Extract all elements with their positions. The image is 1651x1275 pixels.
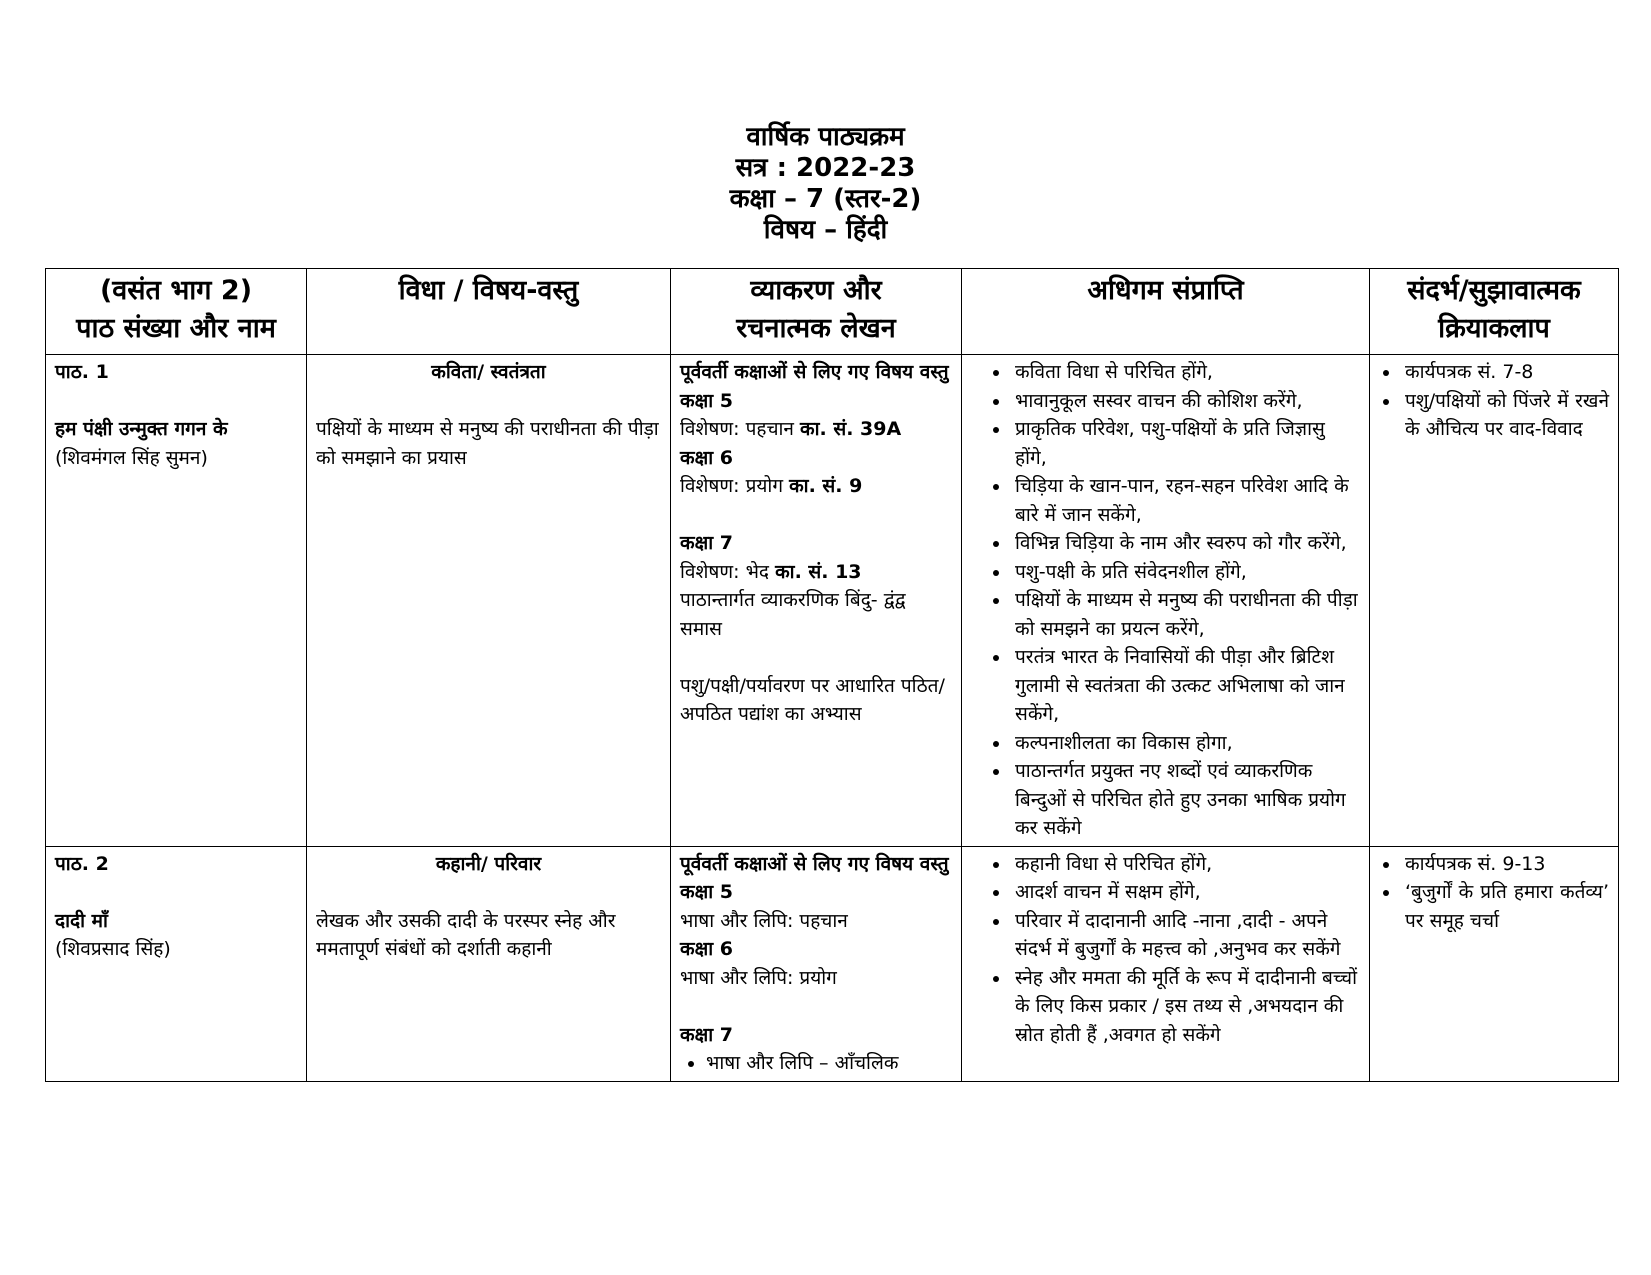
- header-activities: [1370, 269, 1619, 355]
- title-subject: विषय – हिंदी: [763, 215, 888, 245]
- header-grammar-line2: रचनात्मक लेखन: [736, 313, 896, 344]
- class7-label: कक्षा 7: [680, 532, 733, 554]
- list-item: • कार्यपत्रक सं. 9-13: [1401, 850, 1609, 879]
- list-item: • प्राकृतिक परिवेश, पशु-पक्षियों के प्रति जिज्ञासु होंगे,: [1011, 415, 1360, 472]
- outcomes-cell: [962, 355, 1370, 847]
- list-item: • भावानुकूल सस्वर वाचन की कोशिश करेंगे,: [1011, 387, 1360, 416]
- lesson-author: (शिवमंगल सिंह सुमन): [55, 446, 208, 469]
- genre-title: कहानी/ परिवार: [435, 852, 542, 875]
- grammar-cell: [671, 355, 962, 847]
- lesson-cell: [46, 355, 307, 847]
- grammar-cell: [671, 846, 962, 1081]
- list-item: • पशु/पक्षियों को पिंजरे में रखने के औचित्य पर वाद-विवाद: [1401, 387, 1609, 444]
- list-item: • परिवार में दादानानी आदि -नाना ,दादी - अपने संदर्भ में बुजुर्गों के महत्त्व को ,अनुभव कर सकेंगे: [1011, 907, 1360, 964]
- list-item: • आदर्श वाचन में सक्षम होंगे,: [1011, 878, 1360, 907]
- lesson-number: पाठ. 2: [55, 852, 109, 875]
- lesson-name: हम पंक्षी उन्मुक्त गगन के: [55, 418, 228, 440]
- header-genre: विधा / विषय-वस्तु: [307, 269, 671, 355]
- header-lesson: [46, 269, 307, 355]
- activities-list: [1379, 850, 1609, 936]
- list-item: • कार्यपत्रक सं. 7-8: [1401, 358, 1609, 387]
- activities-list: [1379, 358, 1609, 444]
- syllabus-table: [45, 268, 1619, 1082]
- list-item: • परतंत्र भारत के निवासियों की पीड़ा और ब्रिटिश गुलामी से स्वतंत्रता की उत्कट अभिलाषा को जान सकेंगे,: [1011, 643, 1360, 729]
- class6-label: कक्षा 6: [680, 446, 733, 469]
- table-row: [46, 355, 1619, 847]
- class5-topic: भाषा और लिपि: पहचान: [680, 909, 848, 932]
- table-row: [46, 846, 1619, 1081]
- list-item: • स्नेह और ममता की मूर्ति के रूप में दादीनानी बच्चों के लिए किस प्रकार / इस तथ्य से ,अभयदान की स्रोत होती हैं ,अवगत हो सकेंगे: [1011, 964, 1360, 1050]
- list-item: • पक्षियों के माध्यम से मनुष्य की पराधीनता की पीड़ा को समझने का प्रयत्न करेंगे,: [1011, 586, 1360, 643]
- worksheet-ref: का. सं. 39A: [800, 418, 902, 440]
- outcomes-cell: [962, 846, 1370, 1081]
- class6-label: कक्षा 6: [680, 938, 733, 960]
- prev-classes-heading: पूर्ववर्ती कक्षाओं से लिए गए विषय वस्तु: [680, 852, 949, 875]
- list-item: • पशु-पक्षी के प्रति संवेदनशील होंगे,: [1011, 558, 1360, 587]
- header-outcomes: अधिगम संप्राप्ति: [962, 269, 1370, 355]
- class6-topic: भाषा और लिपि: प्रयोग: [680, 966, 837, 989]
- activities-cell: [1370, 846, 1619, 1081]
- class6-topic: विशेषण: प्रयोग का. सं. 9: [680, 475, 863, 497]
- genre-content: पक्षियों के माध्यम से मनुष्य की पराधीनता की पीड़ा को समझाने का प्रयास: [316, 418, 659, 469]
- header-lesson-line2: पाठ संख्या और नाम: [76, 313, 276, 344]
- class5-label: कक्षा 5: [680, 881, 733, 903]
- lesson-author: (शिवप्रसाद सिंह): [55, 938, 171, 960]
- class7-topic: विशेषण: भेद का. सं. 13: [680, 560, 862, 583]
- title-class: कक्षा – 7 (स्तर-2): [729, 184, 922, 214]
- list-item: • कहानी विधा से परिचित होंगे,: [1011, 850, 1360, 879]
- class7-label: कक्षा 7: [680, 1023, 733, 1046]
- list-item: • ‘बुजुर्गों के प्रति हमारा कर्तव्य’ पर समूह चर्चा: [1401, 878, 1609, 935]
- lesson-cell: [46, 846, 307, 1081]
- header-grammar-line1: व्याकरण और: [750, 275, 882, 306]
- class7-list: [680, 1049, 952, 1078]
- outcomes-list: [971, 850, 1360, 1050]
- header-grammar: [671, 269, 962, 355]
- lesson-name: दादी माँ: [55, 909, 108, 932]
- lesson-number: पाठ. 1: [55, 361, 109, 383]
- list-item: • चिड़िया के खान-पान, रहन-सहन परिवेश आदि के बारे में जान सकेंगे,: [1011, 472, 1360, 529]
- worksheet-ref: का. सं. 9: [789, 475, 863, 497]
- list-item: • भाषा और लिपि – आँचलिक: [706, 1049, 952, 1078]
- genre-title: कविता/ स्वतंत्रता: [431, 361, 546, 383]
- list-item: • कविता विधा से परिचित होंगे,: [1011, 358, 1360, 387]
- worksheet-ref: का. सं. 13: [775, 560, 862, 583]
- list-item: • पाठान्तर्गत प्रयुक्त नए शब्दों एवं व्याकरणिक बिन्दुओं से परिचित होते हुए उनका भाषिक प्रयोग कर सकेंगे: [1011, 757, 1360, 843]
- title-session: सत्र : 2022-23: [735, 153, 916, 183]
- genre-content: लेखक और उसकी दादी के परस्पर स्नेह और ममतापूर्ण संबंधों को दर्शाती कहानी: [316, 909, 616, 960]
- grammar-point: पाठान्तार्गत व्याकरणिक बिंदु- द्वंद्व समास: [680, 589, 906, 640]
- document-title-block: [0, 122, 1651, 246]
- list-item: • कल्पनाशीलता का विकास होगा,: [1011, 729, 1360, 758]
- outcomes-list: [971, 358, 1360, 843]
- header-activities-line1: संदर्भ/सुझावात्मक: [1407, 275, 1581, 306]
- practice-text: पशु/पक्षी/पर्यावरण पर आधारित पठित/अपठित पद्यांश का अभ्यास: [680, 674, 945, 725]
- activities-cell: [1370, 355, 1619, 847]
- title-annual-syllabus: वार्षिक पाठ्यक्रम: [746, 122, 905, 152]
- list-item: • विभिन्न चिड़िया के नाम और स्वरुप को गौर करेंगे,: [1011, 529, 1360, 558]
- genre-cell: [307, 846, 671, 1081]
- header-lesson-line1: (वसंत भाग 2): [99, 275, 253, 306]
- class5-topic: विशेषण: पहचान का. सं. 39A: [680, 418, 902, 440]
- genre-cell: [307, 355, 671, 847]
- prev-classes-heading: पूर्ववर्ती कक्षाओं से लिए गए विषय वस्तु: [680, 361, 949, 383]
- class5-label: कक्षा 5: [680, 389, 733, 412]
- header-activities-line2: क्रियाकलाप: [1438, 313, 1550, 344]
- table-header-row: [46, 269, 1619, 355]
